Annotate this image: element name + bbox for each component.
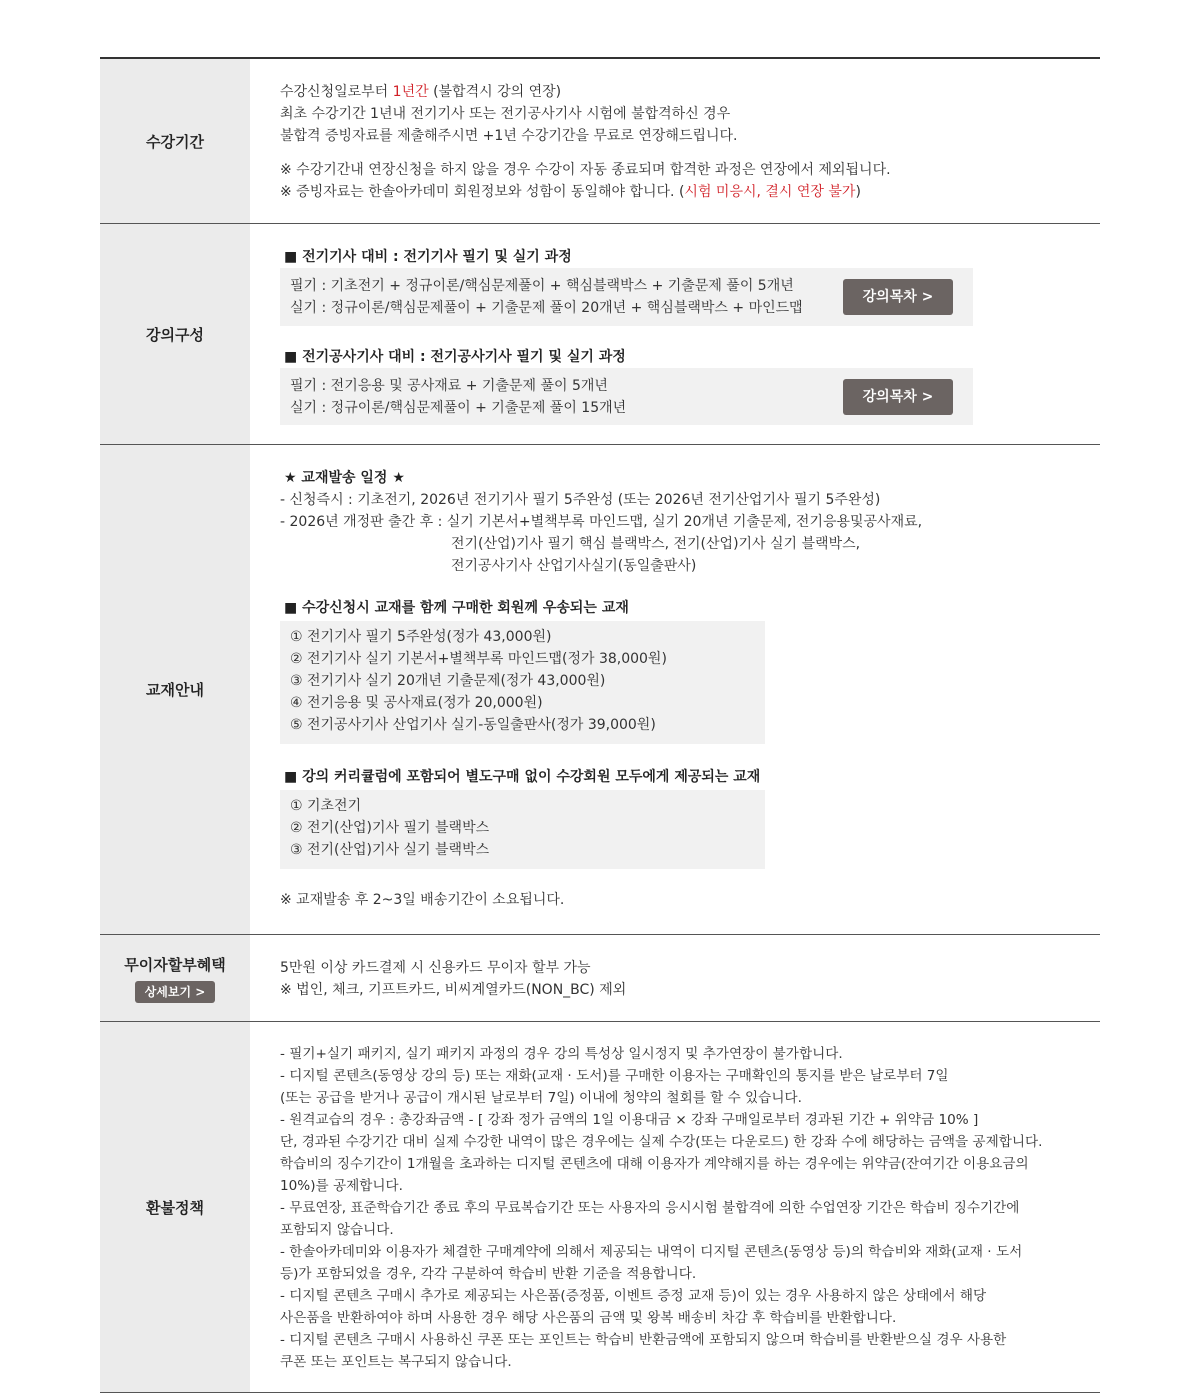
schedule-line1: - 신청즉시 : 기초전기, 2026년 전기기사 필기 5주완성 (또는 2026년 전기산업기사 필기 5주완성): [280, 492, 881, 508]
refund-line: 10%)를 공제합니다.: [280, 1178, 403, 1194]
period-line2: 최초 수강기간 1년내 전기기사 또는 전기공사기사 시험에 불합격하신 경우: [280, 106, 731, 122]
composition-group1-box: [280, 268, 973, 326]
textbook-note: ※ 교재발송 후 2~3일 배송기간이 소요됩니다.: [280, 892, 565, 908]
composition-row: [100, 224, 1100, 445]
curriculum-button-2[interactable]: 강의목차 >: [843, 379, 953, 415]
refund-body: [250, 1022, 1100, 1392]
installment-row: [100, 935, 1100, 1022]
period-header: [100, 59, 250, 223]
refund-header: [100, 1022, 250, 1392]
refund-line: 등)가 포함되었을 경우, 각각 구분하여 학습비 반환 기준을 적용합니다.: [280, 1266, 697, 1282]
free-item: ② 전기(산업)기사 필기 블랙박스: [290, 820, 490, 836]
refund-line: - 디지털 콘텐츠 구매시 추가로 제공되는 사은품(증정품, 이벤트 증정 교재 등)이 있는 경우 사용하지 않은 상태에서 해당: [280, 1288, 987, 1304]
composition-group2-box: [280, 368, 973, 425]
refund-line: - 원격교습의 경우 : 총강좌금액 - [ 강좌 정가 금액의 1일 이용대금 × 강좌 구매일로부터 경과된 기간 + 위약금 10% ]: [280, 1112, 979, 1128]
refund-line: (또는 공급을 받거나 공급이 개시된 날로부터 7일) 이내에 청약의 철회를 할 수 있습니다.: [280, 1090, 802, 1106]
period-line1-red: 1년간: [392, 84, 429, 100]
refund-row: [100, 1022, 1100, 1393]
bonus-item: ② 전기기사 실기 기본서+별책부록 마인드맵(정가 38,000원): [290, 651, 667, 667]
period-note2-red: 시험 미응시, 결시 연장 불가: [684, 184, 856, 200]
composition-group2-line2: 실기 : 정규이론/핵심문제풀이 + 기출문제 풀이 15개년: [290, 400, 627, 416]
bonus-item: ③ 전기기사 실기 20개년 기출문제(정가 43,000원): [290, 673, 606, 689]
course-info-table: [100, 57, 1100, 1393]
refund-line: 쿠폰 또는 포인트는 복구되지 않습니다.: [280, 1354, 512, 1370]
composition-group1-line2: 실기 : 정규이론/핵심문제풀이 + 기출문제 풀이 20개년 + 핵심블랙박스 + 마인드맵: [290, 300, 803, 316]
textbook-row: [100, 445, 1100, 935]
composition-header-label: 강의구성: [146, 325, 204, 344]
installment-body: [250, 935, 1100, 1021]
bonus-title: ■ 수강신청시 교재를 함께 구매한 회원께 우송되는 교재: [284, 600, 629, 616]
period-line1-pre: 수강신청일로부터: [280, 84, 393, 100]
composition-body: [250, 224, 1100, 444]
bonus-item: ④ 전기응용 및 공사재료(정가 20,000원): [290, 695, 543, 711]
installment-line2: ※ 법인, 체크, 기프트카드, 비씨계열카드(NON_BC) 제외: [280, 982, 627, 998]
composition-group1-title: ■ 전기기사 대비 : 전기기사 필기 및 실기 과정: [284, 249, 572, 265]
bonus-item: ⑤ 전기공사기사 산업기사 실기-동일출판사(정가 39,000원): [290, 717, 656, 733]
free-item: ① 기초전기: [290, 798, 362, 814]
schedule-title: ★ 교재발송 일정 ★: [284, 470, 405, 486]
period-note2: [280, 181, 1100, 203]
period-body: [250, 59, 1100, 223]
refund-line: - 디지털 콘텐츠 구매시 사용하신 쿠폰 또는 포인트는 학습비 반환금액에 포함되지 않으며 학습비를 반환받으실 경우 사용한: [280, 1332, 1007, 1348]
composition-group2-line1: 필기 : 전기응용 및 공사재료 + 기출문제 풀이 5개년: [290, 378, 608, 394]
period-note2-post: ): [855, 184, 861, 200]
installment-header-label: 무이자할부혜택: [124, 955, 226, 974]
installment-line1: 5만원 이상 카드결제 시 신용카드 무이자 할부 가능: [280, 960, 591, 976]
textbook-header-label: 교재안내: [146, 681, 204, 699]
schedule-line3: 전기(산업)기사 필기 핵심 블랙박스, 전기(산업)기사 실기 블랙박스,: [451, 536, 861, 552]
textbook-header: [100, 445, 250, 934]
free-list-box: [280, 790, 765, 869]
bonus-item: ① 전기기사 필기 5주완성(정가 43,000원): [290, 629, 552, 645]
period-line3: 불합격 증빙자료를 제출해주시면 +1년 수강기간을 무료로 연장해드립니다.: [280, 128, 738, 144]
bonus-list-box: [280, 621, 765, 744]
schedule-line2: - 2026년 개정판 출간 후 : 실기 기본서+별책부록 마인드맵, 실기 20개년 기출문제, 전기응용및공사재료,: [280, 514, 923, 530]
period-note2-pre: ※ 증빙자료는 한솔아카데미 회원정보와 성함이 동일해야 합니다. (: [280, 184, 685, 200]
schedule-line4: 전기공사기사 산업기사실기(동일출판사): [451, 558, 697, 574]
refund-header-label: 환불정책: [146, 1198, 204, 1217]
refund-line: 단, 경과된 수강기간 대비 실제 수강한 내역이 많은 경우에는 실제 수강(또는 다운로드) 한 강좌 수에 해당하는 금액을 공제합니다.: [280, 1134, 1043, 1150]
refund-line: - 무료연장, 표준학습기간 종료 후의 무료복습기간 또는 사용자의 응시시험 불합격에 의한 수업연장 기간은 학습비 징수기간에: [280, 1200, 1020, 1216]
refund-line: 사은품을 반환하여야 하며 사용한 경우 해당 사은품의 금액 및 왕복 배송비 차감 후 학습비를 반환합니다.: [280, 1310, 897, 1326]
refund-line: - 필기+실기 패키지, 실기 패키지 과정의 경우 강의 특성상 일시정지 및 추가연장이 불가합니다.: [280, 1046, 843, 1062]
refund-line: 학습비의 징수기간이 1개월을 초과하는 디지털 콘텐츠에 대해 이용자가 계약해지를 하는 경우에는 위약금(잔여기간 이용요금의: [280, 1156, 1029, 1172]
installment-header: [100, 935, 250, 1021]
composition-group1-line1: 필기 : 기초전기 + 정규이론/핵심문제풀이 + 핵심블랙박스 + 기출문제 풀이 5개년: [290, 278, 794, 294]
textbook-body: [250, 445, 1100, 934]
curriculum-button-1[interactable]: 강의목차 >: [843, 279, 953, 315]
composition-group2-title: ■ 전기공사기사 대비 : 전기공사기사 필기 및 실기 과정: [284, 349, 626, 365]
composition-header: [100, 224, 250, 444]
period-header-label: 수강기간: [146, 132, 204, 151]
period-note1: ※ 수강기간내 연장신청을 하지 않을 경우 수강이 자동 종료되며 합격한 과정은 연장에서 제외됩니다.: [280, 162, 891, 178]
free-title: ■ 강의 커리큘럼에 포함되어 별도구매 없이 수강회원 모두에게 제공되는 교재: [284, 769, 761, 785]
refund-line: - 디지털 콘텐츠(동영상 강의 등) 또는 재화(교재 · 도서)를 구매한 이용자는 구매확인의 통지를 받은 날로부터 7일: [280, 1068, 949, 1084]
period-line1-post: (불합격시 강의 연장): [428, 84, 562, 100]
refund-line: 포함되지 않습니다.: [280, 1222, 394, 1238]
period-line1: [280, 81, 1100, 103]
refund-line: - 한솔아카데미와 이용자가 체결한 구매계약에 의해서 제공되는 내역이 디지털 콘텐츠(동영상 등)의 학습비와 재화(교재 · 도서: [280, 1244, 1023, 1260]
free-item: ③ 전기(산업)기사 실기 블랙박스: [290, 842, 490, 858]
period-row: [100, 59, 1100, 224]
installment-detail-button[interactable]: 상세보기 >: [135, 981, 215, 1003]
